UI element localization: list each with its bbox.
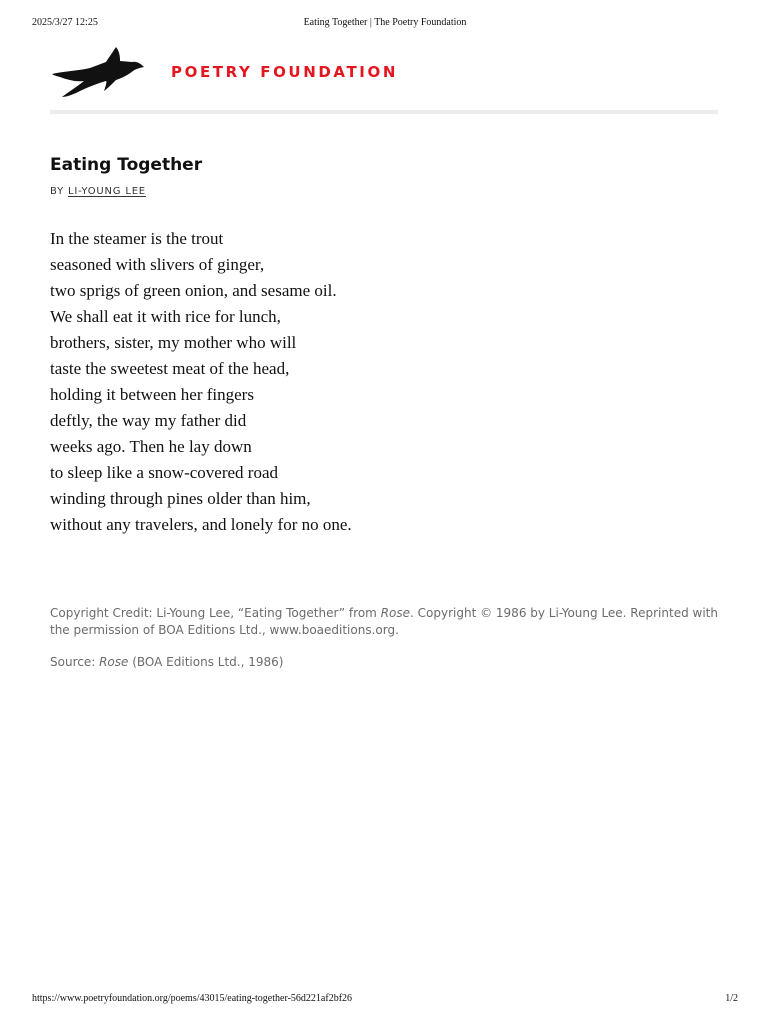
poem-line: brothers, sister, my mother who will: [50, 333, 297, 352]
print-footer: [32, 993, 738, 1007]
poem-line: seasoned with slivers of ginger,: [50, 255, 265, 274]
poem-line: two sprigs of green onion, and sesame oil.: [50, 281, 337, 300]
site-header: [50, 44, 718, 100]
credit-prefix: Copyright Credit: Li-Young Lee, “Eating Together” from: [50, 606, 381, 620]
credit-suffix: . Copyright © 1986 by Li-Young Lee. Reprinted with the permission of BOA Editions Ltd., www.boaeditions.org.: [50, 606, 718, 637]
source-book-title: Rose: [99, 655, 129, 669]
source-label: Source:: [50, 655, 100, 669]
poem-title: Eating Together: [50, 155, 203, 175]
bird-logo-icon[interactable]: [50, 44, 146, 100]
print-document-title: Eating Together | The Poetry Foundation: [303, 17, 467, 28]
poem-line: without any travelers, and lonely for no one.: [50, 515, 352, 534]
copyright-credit: [50, 605, 718, 639]
by-label: BY: [50, 186, 65, 197]
source-detail: (BOA Editions Ltd., 1986): [128, 655, 284, 669]
byline: [50, 186, 146, 197]
poem-line: to sleep like a snow-covered road: [50, 463, 278, 482]
credit-book-title: Rose: [380, 606, 411, 620]
poem-line: winding through pines older than him,: [50, 489, 311, 508]
poem-body: [50, 228, 610, 540]
poem-line: In the steamer is the trout: [50, 229, 224, 248]
author-link[interactable]: LI-YOUNG LEE: [68, 186, 146, 197]
brand-name[interactable]: POETRY FOUNDATION: [171, 63, 398, 81]
poem-line: deftly, the way my father did: [50, 411, 247, 430]
source-line: [50, 654, 718, 671]
page-number: 1/2: [725, 993, 738, 1004]
poem-line: holding it between her fingers: [50, 385, 254, 404]
poem-line: We shall eat it with rice for lunch,: [50, 307, 281, 326]
print-url: https://www.poetryfoundation.org/poems/43015/eating-together-56d221af2bf26: [32, 993, 353, 1004]
print-header: [32, 17, 738, 31]
poem-line: weeks ago. Then he lay down: [50, 437, 252, 456]
print-date: 2025/3/27 12:25: [32, 17, 98, 28]
header-divider: [50, 110, 718, 114]
poem-line: taste the sweetest meat of the head,: [50, 359, 290, 378]
